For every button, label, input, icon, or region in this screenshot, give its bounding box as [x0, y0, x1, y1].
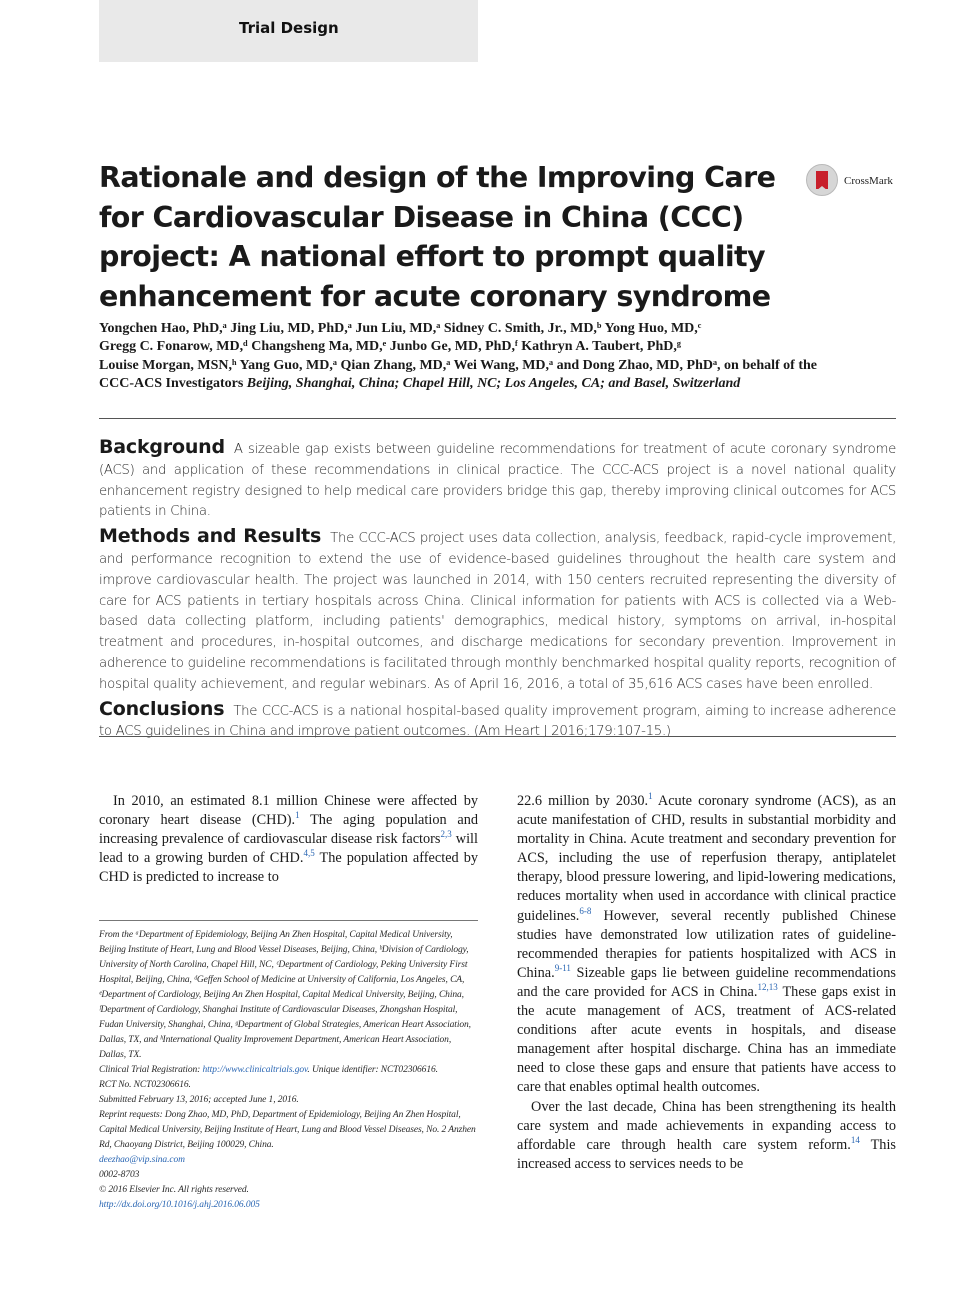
crossmark-badge[interactable]: [806, 164, 906, 198]
copyright: © 2016 Elsevier Inc. All rights reserved.: [99, 1185, 249, 1195]
conclusions-heading: Conclusions: [99, 697, 225, 720]
reprint-requests: Reprint requests: Dong Zhao, MD, PhD, Department of Epidemiology, Beijing An Zhen Hospital, Capital Medical University, Beijing Institute of Heart, Lung and Blood Vessel Diseases, No. 2 Anzhen Rd, Chaoyang District, Beijing 100029, China.: [99, 1110, 476, 1150]
body-text: In 2010, an estimated 8.1 million Chinese were affected by coronary heart disease (CHD).: [99, 793, 478, 829]
article-title: Rationale and design of the Improving Care for Cardiovascular Disease in China (CCC) project: A national effort to prompt quality enhancement for acute coronary syndrome: [99, 161, 776, 314]
body-text: The aging population and increasing prevalence of cardiovascular disease risk factors: [99, 812, 479, 848]
citation-link[interactable]: 2,3: [440, 829, 452, 840]
affiliations: From the ᵃDepartment of Epidemiology, Beijing An Zhen Hospital, Capital Medical University, Beijing Institute of Heart, Lung and Blood Vessel Diseases, Beijing, China, ᵇDivision of Cardiology, University of North Carolina, Chapel Hill, NC, ᶜDepartment of Cardiology, Peking University First Hospital, Beijing, China, ᵈGeffen School of Medicine at University of California, Los Angeles, CA, ᵉDepartment of Cardiology, Beijing An Zhen Hospital, Capital Medical University, Beijing, China, ᶠDepartment of Cardiology, Shanghai Institute of Cardiovascular Diseases, Zhongshan Hospital, Fudan University, Shanghai, China, ᵍDepartment of Global Strategies, American Heart Association, Dallas, TX, and ʰInternational Quality Improvement Department, American Heart Association, Dallas, TX.: [99, 930, 471, 1060]
author-line: [99, 375, 899, 393]
author-locations: Beijing, Shanghai, China; Chapel Hill, NC; Los Angeles, CA; and Basel, Switzerland: [243, 376, 741, 392]
methods-text: The CCC-ACS project uses data collection, analysis, feedback, rapid-cycle improvement, and performance recognition to extend the use of evidence-based guidelines throughout the health care system and improve cardiovascular health. The project was launched in 2014, with 150 centers recruited representing the diversity of care for ACS patients in tertiary hospitals across China. Clinical information for patients with ACS is collected via a Web-based data collecting platform, including patients' demographics, medical history, symptoms on arrival, in-hospital treatment and procedures, in-hospital outcomes, and discharge medications for secondary prevention. Improvement in adherence to guideline recommendations is facilitated through monthly benchmarked hospital quality reports, recognition of hospital quality achievement, and regular webinars. As of April 16, 2016, a total of 35,616 ACS cases have been enrolled.: [99, 531, 897, 692]
body-text: Acute coronary syndrome (ACS), as an acute manifestation of CHD, results in substantial morbidity and mortality in China. Acute treatment and secondary prevention for ACS, including the use of reperfusion therapy, antiplatelet therapy, blood pressure lowering, and lipid-lowering medications, reduces mortality when used in accordance with clinical practice guidelines.: [517, 793, 896, 924]
body-text: will lead to a growing burden of CHD.: [99, 831, 478, 867]
right-column-body: [517, 792, 896, 1174]
investigators-group: CCC-ACS Investigators: [99, 376, 244, 392]
citation-link[interactable]: 12,13: [757, 982, 778, 993]
body-text: However, several recently published Chinese studies have demonstrated low utilization rates of guideline-recommended therapies for patients hospitalized with ACS in China.: [517, 907, 896, 981]
citation-link[interactable]: 4,5: [303, 848, 315, 859]
citation-link[interactable]: 14: [850, 1134, 860, 1145]
citation-link[interactable]: 1: [648, 791, 653, 802]
background-heading: Background: [99, 436, 225, 458]
section-label: Trial Design: [239, 19, 339, 37]
body-text: Sizeable gaps lie between guideline recommendations and the care provided for ACS in China.: [517, 964, 896, 1000]
citation-link[interactable]: 6-8: [579, 905, 592, 916]
background-text: A sizeable gap exists between guideline recommendations for treatment of acute coronary syndrome (ACS) and application of these recommendations in clinical practice. The CCC-ACS project is a novel national quality enhancement registry designed to help medical care providers bridge this gap, thereby improving clinical outcomes for ACS patients in China.: [99, 442, 896, 520]
doi-link[interactable]: http://dx.doi.org/10.1016/j.ahj.2016.06.005: [99, 1200, 260, 1210]
citation-link[interactable]: 9-11: [554, 963, 571, 974]
email-link[interactable]: deezhao@vip.sina.com: [99, 1155, 185, 1165]
trial-registration: [99, 1063, 478, 1078]
methods-heading: Methods and Results: [99, 525, 322, 548]
author-line: Louise Morgan, MSN,ʰ Yang Guo, MD,ᵃ Qian Zhang, MD,ᵃ Wei Wang, MD,ᵃ and Dong Zhao, MD, PhDᵃ, on behalf of the: [99, 357, 818, 373]
author-line: Gregg C. Fonarow, MD,ᵈ Changsheng Ma, MD,ᵉ Junbo Ge, MD, PhD,ᶠ Kathryn A. Taubert, PhD,ᵍ: [99, 339, 681, 355]
body-text: This increased access to services needs to be: [517, 1136, 896, 1172]
rct-number: RCT No. NCT02306616.: [99, 1080, 191, 1090]
abstract-methods: [99, 526, 896, 695]
author-line: Yongchen Hao, PhD,ᵃ Jing Liu, MD, PhD,ᵃ Jun Liu, MD,ᵃ Sidney C. Smith, Jr., MD,ᵇ Yong Huo, MD,ᶜ: [99, 321, 702, 336]
body-text: 22.6 million by 2030.: [517, 793, 649, 809]
citation-link[interactable]: 1: [295, 810, 300, 821]
footnote-rule: [99, 920, 478, 921]
abstract-background: [99, 437, 896, 523]
author-list: [99, 320, 899, 394]
registration-link[interactable]: http://www.clinicaltrials.gov: [202, 1065, 308, 1075]
registration-suffix: . Unique identifier: NCT02306616.: [307, 1065, 438, 1075]
body-text: These gaps exist in the acute management of ACS, treatment of ACS-related conditions after acute events in hospitals, and disease management after hospital discharge. China has an immediate need to close these gaps and ensure that patients have access to care that enables optimal health outcomes.: [517, 983, 896, 1096]
section-tab: [99, 0, 478, 62]
submission-dates: Submitted February 13, 2016; accepted June 1, 2016.: [99, 1095, 299, 1105]
conclusions-text: The CCC-ACS is a national hospital-based quality improvement program, aiming to increase adherence to ACS guidelines in China and improve patient outcomes. (Am Heart J 2016;179:107-15.): [99, 703, 896, 740]
body-text: Over the last decade, China has been strengthening its health care system and made achievements in expanding access to affordable care through health care system reform.: [517, 1098, 896, 1153]
body-paragraph: [517, 792, 896, 1098]
footnotes: [99, 928, 478, 1213]
abstract-bottom-rule: [99, 736, 896, 737]
body-paragraph: [99, 792, 478, 887]
body-paragraph: [517, 1098, 896, 1174]
crossmark-label: CrossMark: [844, 175, 893, 187]
abstract-top-rule: [99, 418, 896, 419]
body-text: The population affected by CHD is predicted to increase to: [99, 850, 479, 886]
abstract: [99, 437, 896, 746]
crossmark-icon: [806, 164, 838, 196]
registration-prefix: Clinical Trial Registration:: [99, 1065, 203, 1075]
issn: 0002-8703: [99, 1170, 140, 1180]
left-column-body: [99, 792, 478, 887]
